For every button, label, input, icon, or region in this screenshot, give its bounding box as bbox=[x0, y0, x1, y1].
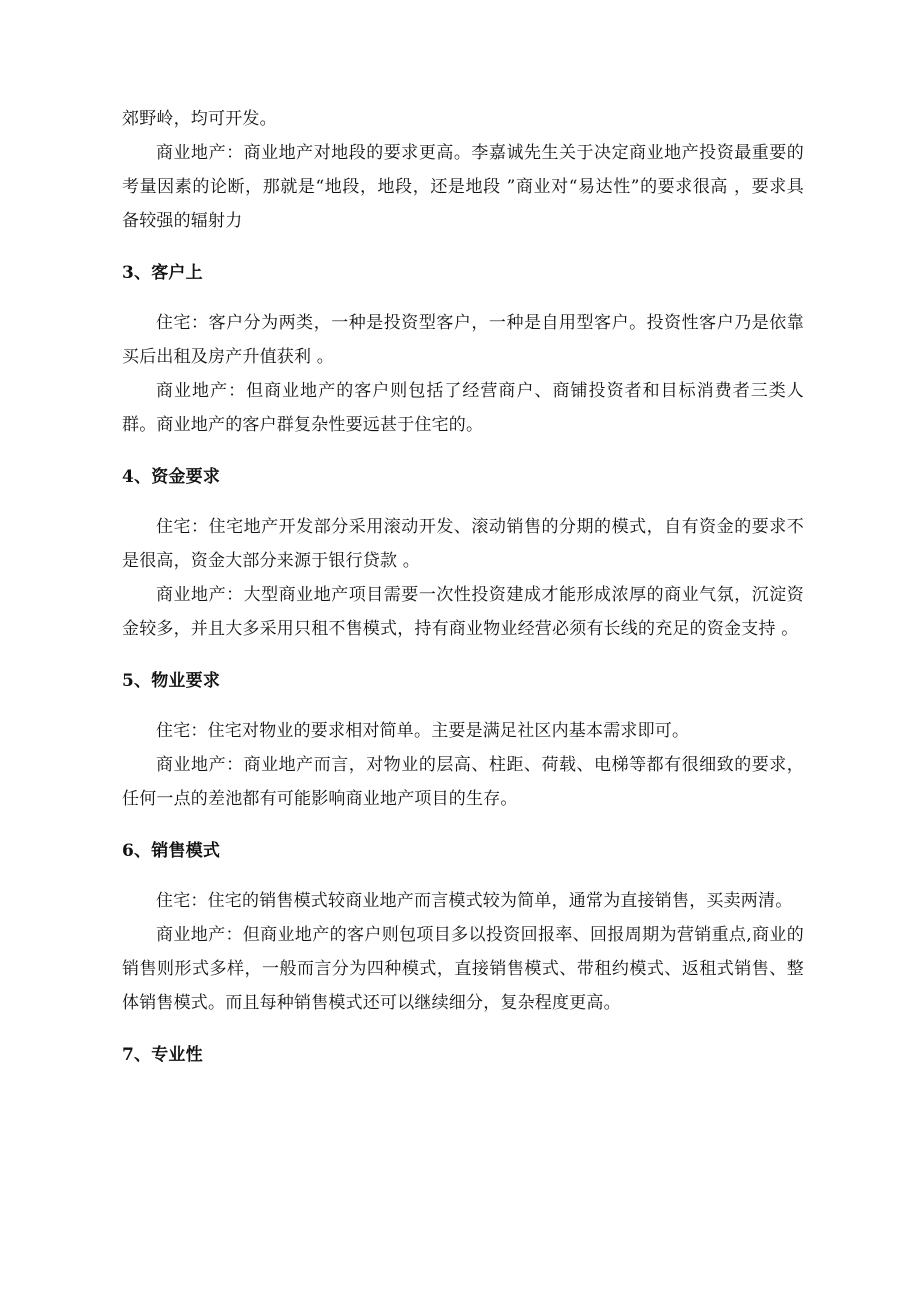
document-body bbox=[122, 102, 804, 1072]
paragraph: 住宅：客户分为两类，一种是投资型客户，一种是自用型客户。投资性客户乃是依靠买后出租及房产升值获利 。 bbox=[122, 313, 804, 367]
spacer bbox=[122, 290, 804, 306]
spacer bbox=[122, 646, 804, 664]
section-heading: 6、销售模式 bbox=[122, 841, 221, 861]
spacer bbox=[122, 494, 804, 510]
paragraph: 住宅：住宅的销售模式较商业地产而言模式较为简单，通常为直接销售，买卖两清。 bbox=[156, 891, 793, 911]
spacer bbox=[122, 442, 804, 460]
paragraph: 商业地产：但商业地产的客户则包括了经营商户、商铺投资者和目标消费者三类人群。商业地产的客户群复杂性要远甚于住宅的。 bbox=[122, 381, 804, 435]
paragraph: 商业地产：商业地产而言，对物业的层高、柱距、荷载、电梯等都有很细致的要求，任何一点的差池都有可能影响商业地产项目的生存。 bbox=[122, 755, 804, 809]
paragraph: 商业地产：但商业地产的客户则包项目多以投资回报率、回报周期为营销重点,商业的销售则形式多样，一般而言分为四种模式，直接销售模式、带租约模式、返租式销售、整体销售模式。而且每种销售模式还可以继续细分，复杂程度更高。 bbox=[122, 925, 804, 1013]
paragraph: 住宅：住宅对物业的要求相对简单。主要是满足社区内基本需求即可。 bbox=[156, 721, 690, 741]
section-heading: 3、客户上 bbox=[122, 263, 203, 283]
spacer bbox=[122, 816, 804, 834]
section-heading: 7、专业性 bbox=[122, 1045, 203, 1065]
paragraph: 商业地产：商业地产对地段的要求更高。李嘉诚先生关于决定商业地产投资最重要的考量因素的论断，那就是“地段，地段，还是地段 ”商业对“易达性”的要求很高 ，要求具备较强的辐射力 bbox=[122, 143, 804, 231]
spacer bbox=[122, 1020, 804, 1038]
spacer bbox=[122, 698, 804, 714]
paragraph: 郊野岭，均可开发。 bbox=[122, 109, 277, 129]
paragraph: 商业地产：大型商业地产项目需要一次性投资建成才能形成浓厚的商业气氛，沉淀资金较多，并且大多采用只租不售模式，持有商业物业经营必须有长线的充足的资金支持 。 bbox=[122, 585, 804, 639]
section-heading: 5、物业要求 bbox=[122, 671, 221, 691]
section-heading: 4、资金要求 bbox=[122, 467, 221, 487]
spacer bbox=[122, 868, 804, 884]
paragraph: 住宅：住宅地产开发部分采用滚动开发、滚动销售的分期的模式，自有资金的要求不是很高，资金大部分来源于银行贷款 。 bbox=[122, 517, 804, 571]
spacer bbox=[122, 238, 804, 256]
